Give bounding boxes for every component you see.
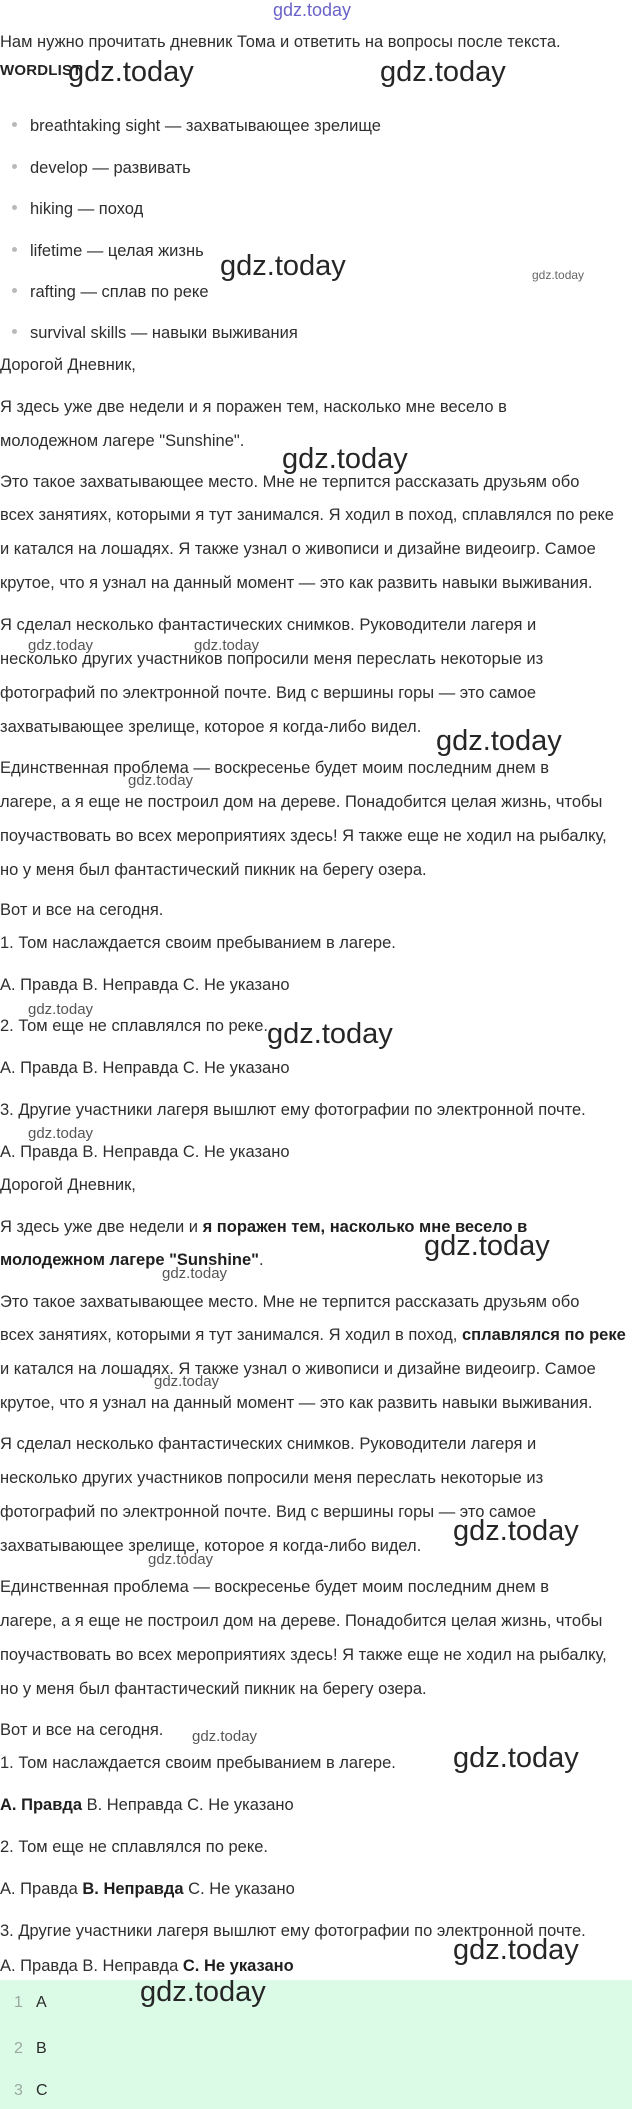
diary-line: и катался на лошадях. Я также узнал о живописи и дизайне видеоигр. Самое bbox=[0, 540, 596, 558]
highlight: молодежном лагере "Sunshine" bbox=[0, 1251, 259, 1269]
diary-line: Я сделал несколько фантастических снимков. Руководители лагеря и bbox=[0, 1435, 537, 1453]
diary-line: поучаствовать во всех мероприятиях здесь! Я также еще не ходил на рыбалку, bbox=[0, 1646, 607, 1664]
diary-line-highlighted: всех занятиях, которыми я тут занимался. Я ходил в поход, сплавлялся по реке bbox=[0, 1326, 626, 1344]
watermark: gdz.today bbox=[267, 1018, 393, 1050]
watermark: gdz.today bbox=[380, 56, 506, 88]
diary-line: поучаствовать во всех мероприятиях здесь! Я также еще не ходил на рыбалку, bbox=[0, 827, 607, 845]
question-options-highlighted: A. Правда B. Неправда C. Не указано bbox=[0, 1880, 295, 1898]
watermark: gdz.today bbox=[148, 1551, 214, 1568]
watermark: gdz.today bbox=[273, 0, 352, 20]
diary-closing: Вот и все на сегодня. bbox=[0, 1721, 164, 1739]
diary-line-highlighted: Я здесь уже две недели и я поражен тем, насколько мне весело в bbox=[0, 1218, 528, 1236]
diary-closing: Вот и все на сегодня. bbox=[0, 901, 164, 919]
watermark: gdz.today bbox=[154, 1373, 220, 1390]
question-options: A. Правда B. Неправда C. Не указано bbox=[0, 1143, 290, 1161]
diary-greeting: Дорогой Дневник, bbox=[0, 1176, 136, 1194]
watermark: gdz.today bbox=[424, 1230, 550, 1262]
watermark: gdz.today bbox=[128, 772, 194, 789]
diary-line: фотографий по электронной почте. Вид с вершины горы — это самое bbox=[0, 1503, 537, 1521]
wordlist-heading: WORDLIST bbox=[0, 62, 82, 79]
watermark: gdz.today bbox=[28, 1125, 94, 1142]
answer-row: 2 B bbox=[14, 2040, 47, 2057]
diary-line: несколько других участников попросили меня переслать некоторые из bbox=[0, 1469, 544, 1487]
diary-line: лагере, а я еще не построил дом на дереве. Понадобится целая жизнь, чтобы bbox=[0, 1612, 603, 1630]
watermark: gdz.today bbox=[28, 637, 94, 654]
diary-line: крутое, что я узнал на данный момент — это как развить навыки выживания. bbox=[0, 1394, 593, 1412]
wordlist-item: lifetime — целая жизнь bbox=[12, 240, 204, 262]
wordlist-item: develop — развивать bbox=[12, 157, 191, 179]
diary-line: но у меня был фантастический пикник на берегу озера. bbox=[0, 861, 427, 879]
correct-answer: A. Правда bbox=[0, 1796, 82, 1814]
diary-line: несколько других участников попросили меня переслать некоторые из bbox=[0, 650, 544, 668]
diary-line: Это такое захватывающее место. Мне не терпится рассказать друзьям обо bbox=[0, 1293, 580, 1311]
watermark: gdz.today bbox=[532, 268, 585, 282]
watermark: gdz.today bbox=[28, 1001, 94, 1018]
diary-line: Я сделал несколько фантастических снимков. Руководители лагеря и bbox=[0, 616, 537, 634]
diary-line: молодежном лагере "Sunshine". bbox=[0, 432, 245, 450]
question-text: 3. Другие участники лагеря вышлют ему фотографии по электронной почте. bbox=[0, 1101, 586, 1119]
wordlist-item: rafting — сплав по реке bbox=[12, 281, 209, 303]
correct-answer: B. Неправда bbox=[82, 1880, 184, 1898]
diary-line: лагере, а я еще не построил дом на дереве. Понадобится целая жизнь, чтобы bbox=[0, 793, 603, 811]
diary-line: крутое, что я узнал на данный момент — это как развить навыки выживания. bbox=[0, 574, 593, 592]
bullet-icon bbox=[12, 164, 17, 169]
question-text: 3. Другие участники лагеря вышлют ему фотографии по электронной почте. bbox=[0, 1922, 586, 1940]
watermark: gdz.today bbox=[436, 725, 562, 757]
diary-line: но у меня был фантастический пикник на берегу озера. bbox=[0, 1680, 427, 1698]
wordlist-item: survival skills — навыки выживания bbox=[12, 322, 298, 344]
answer-row: 3 C bbox=[14, 2082, 48, 2099]
diary-line: захватывающее зрелище, которое я когда-либо видел. bbox=[0, 1537, 422, 1555]
watermark: gdz.today bbox=[453, 1934, 579, 1966]
question-text: 2. Том еще не сплавлялся по реке. bbox=[0, 1017, 268, 1035]
watermark: gdz.today bbox=[220, 250, 346, 282]
watermark: gdz.today bbox=[192, 1728, 258, 1745]
question-options-highlighted: A. Правда B. Неправда C. Не указано bbox=[0, 1957, 294, 1975]
correct-answer: C. Не указано bbox=[182, 1957, 294, 1975]
bullet-icon bbox=[12, 329, 17, 334]
highlight: сплавлялся по реке bbox=[461, 1326, 626, 1344]
watermark: gdz.today bbox=[453, 1515, 579, 1547]
diary-line: всех занятиях, которыми я тут занимался. Я ходил в поход, сплавлялся по реке bbox=[0, 506, 614, 524]
wordlist-item: breathtaking sight — захватывающее зрелище bbox=[12, 115, 381, 137]
question-text: 1. Том наслаждается своим пребыванием в лагере. bbox=[0, 1754, 396, 1772]
bullet-icon bbox=[12, 205, 17, 210]
watermark: gdz.today bbox=[453, 1742, 579, 1774]
diary-line: Я здесь уже две недели и я поражен тем, насколько мне весело в bbox=[0, 398, 507, 416]
answer-row: 1 A bbox=[14, 1994, 47, 2011]
diary-line: захватывающее зрелище, которое я когда-либо видел. bbox=[0, 718, 422, 736]
watermark: gdz.today bbox=[162, 1265, 228, 1282]
diary-line: Единственная проблема — воскресенье будет моим последним днем в bbox=[0, 1578, 550, 1596]
diary-line: и катался на лошадях. Я также узнал о живописи и дизайне видеоигр. Самое bbox=[0, 1360, 596, 1378]
diary-greeting: Дорогой Дневник, bbox=[0, 356, 136, 374]
question-options: A. Правда B. Неправда C. Не указано bbox=[0, 976, 290, 994]
intro-text: Нам нужно прочитать дневник Тома и ответить на вопросы после текста. bbox=[0, 33, 561, 51]
question-text: 2. Том еще не сплавлялся по реке. bbox=[0, 1838, 268, 1856]
question-options-highlighted: A. Правда B. Неправда C. Не указано bbox=[0, 1796, 294, 1814]
wordlist-item: hiking — поход bbox=[12, 198, 143, 220]
diary-line: фотографий по электронной почте. Вид с вершины горы — это самое bbox=[0, 684, 537, 702]
diary-line: Это такое захватывающее место. Мне не терпится рассказать друзьям обо bbox=[0, 473, 580, 491]
bullet-icon bbox=[12, 288, 17, 293]
bullet-icon bbox=[12, 122, 17, 127]
watermark: gdz.today bbox=[282, 443, 408, 475]
highlight: я поражен тем, насколько мне весело в bbox=[202, 1218, 528, 1236]
watermark: gdz.today bbox=[194, 637, 260, 654]
question-text: 1. Том наслаждается своим пребыванием в лагере. bbox=[0, 934, 396, 952]
diary-line: Единственная проблема — воскресенье будет моим последним днем в bbox=[0, 759, 550, 777]
watermark: gdz.today bbox=[140, 1976, 266, 2008]
diary-line-highlighted: молодежном лагере "Sunshine". bbox=[0, 1251, 264, 1269]
watermark: gdz.today bbox=[68, 56, 194, 88]
answer-box bbox=[0, 1980, 632, 2109]
bullet-icon bbox=[12, 247, 17, 252]
question-options: A. Правда B. Неправда C. Не указано bbox=[0, 1059, 290, 1077]
